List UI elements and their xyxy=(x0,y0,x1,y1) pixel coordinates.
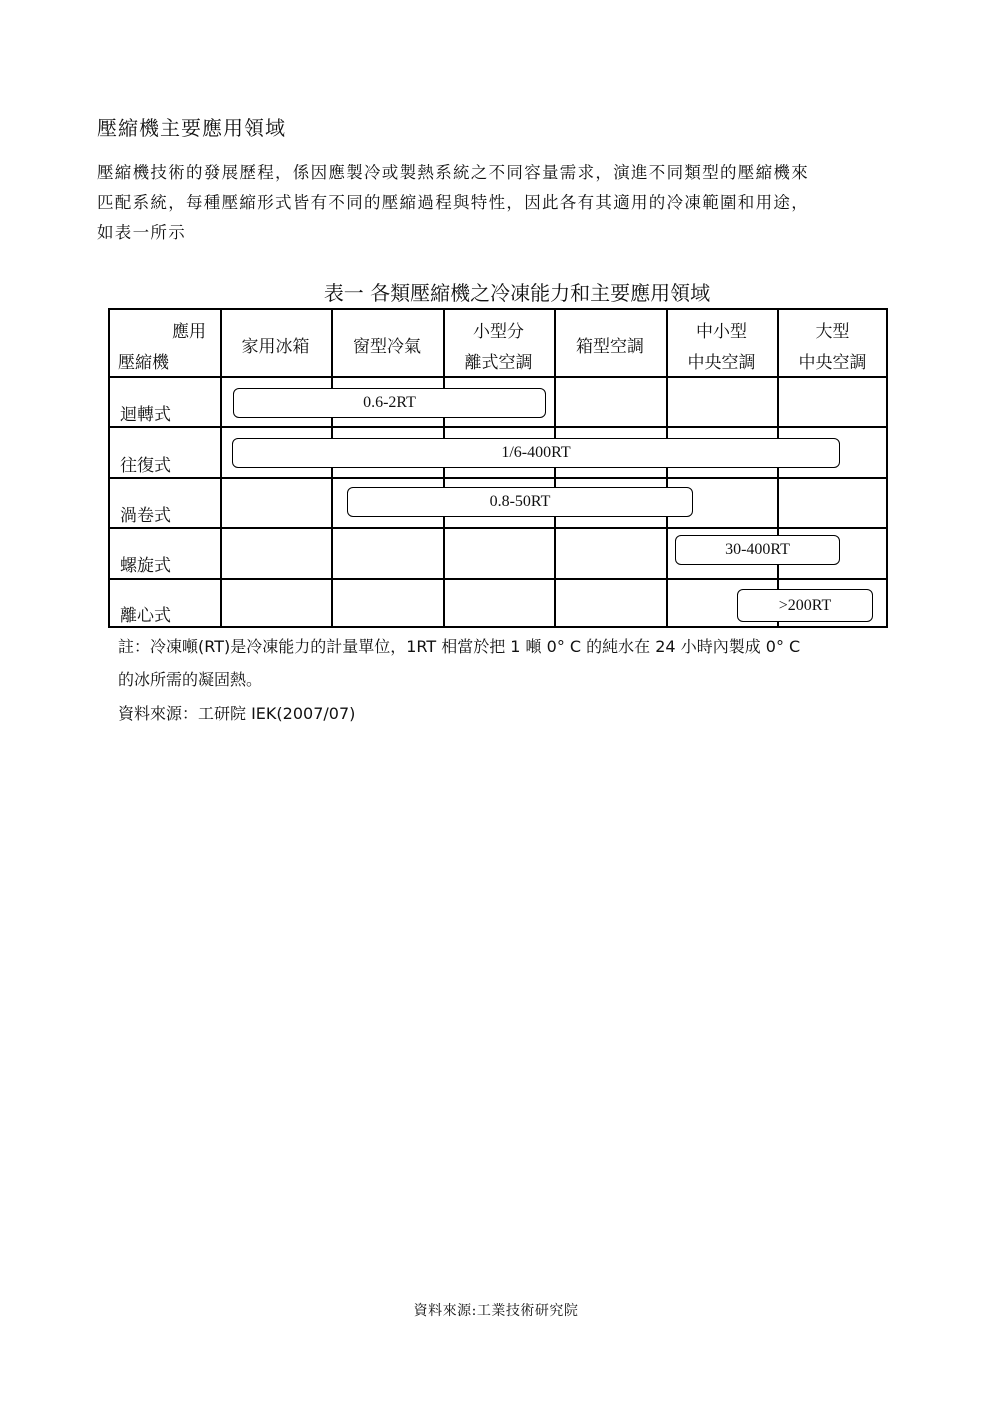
range-box-centrifugal xyxy=(737,589,873,622)
column-header-small-central-ac-line2: 中央空調 xyxy=(687,353,756,373)
table-note-continued: 的冰所需的凝固熱。 xyxy=(118,670,263,689)
paragraph-line: 如表一所示 xyxy=(97,223,186,242)
column-header-small-central-ac-line1: 中小型 xyxy=(696,322,747,342)
row-divider xyxy=(110,527,886,529)
range-label: >200RT xyxy=(778,596,832,614)
row-label-scroll: 渦卷式 xyxy=(120,506,171,526)
row-divider xyxy=(110,477,886,479)
table-source: 資料來源：工研院 IEK(2007/07) xyxy=(118,704,356,723)
row-divider xyxy=(110,376,886,378)
range-label: 0.8-50RT xyxy=(489,493,551,510)
range-box-screw xyxy=(675,535,840,565)
range-label: 0.6-2RT xyxy=(363,394,416,411)
paragraph-line: 匹配系統，每種壓縮形式皆有不同的壓縮過程與特性，因此各有其適用的冷凍範圍和用途， xyxy=(97,193,809,212)
section-heading: 壓縮機主要應用領域 xyxy=(97,116,286,140)
range-label: 30-400RT xyxy=(725,541,790,558)
page-footer: 資料來源:工業技術研究院 xyxy=(413,1303,579,1319)
table-title: 表一 各類壓縮機之冷凍能力和主要應用領域 xyxy=(323,281,711,305)
column-header-large-central-ac-line2: 中央空調 xyxy=(798,353,867,373)
row-divider xyxy=(110,426,886,428)
corner-header-top: 應用 xyxy=(172,322,206,342)
row-label-screw: 螺旋式 xyxy=(120,556,171,576)
column-header-household-fridge: 家用冰箱 xyxy=(241,337,310,357)
column-header-large-central-ac-line1: 大型 xyxy=(815,322,850,342)
compressor-application-table xyxy=(108,308,888,628)
row-label-centrifugal: 離心式 xyxy=(120,606,171,626)
row-label-rotary: 迴轉式 xyxy=(120,405,171,425)
range-box-scroll xyxy=(347,487,693,517)
range-box-reciprocating xyxy=(232,438,840,468)
range-label: 1/6-400RT xyxy=(501,444,571,461)
row-divider xyxy=(110,578,886,580)
range-box-rotary xyxy=(233,388,546,418)
column-header-split-ac-line1: 小型分 xyxy=(473,322,524,342)
column-header-window-ac: 窗型冷氣 xyxy=(353,337,421,357)
paragraph-line: 壓縮機技術的發展歷程，係因應製冷或製熱系統之不同容量需求，演進不同類型的壓縮機來 xyxy=(97,163,809,182)
corner-header-bottom: 壓縮機 xyxy=(118,353,169,373)
column-header-split-ac-line2: 離式空調 xyxy=(464,353,533,373)
row-label-reciprocating: 往復式 xyxy=(120,456,171,476)
column-header-package-ac: 箱型空調 xyxy=(576,337,644,357)
table-note: 註：冷凍噸(RT)是冷凍能力的計量單位，1RT 相當於把 1 噸 0° C 的純水在 24 小時內製成 0° C xyxy=(118,637,801,656)
intro-paragraph xyxy=(97,158,897,248)
